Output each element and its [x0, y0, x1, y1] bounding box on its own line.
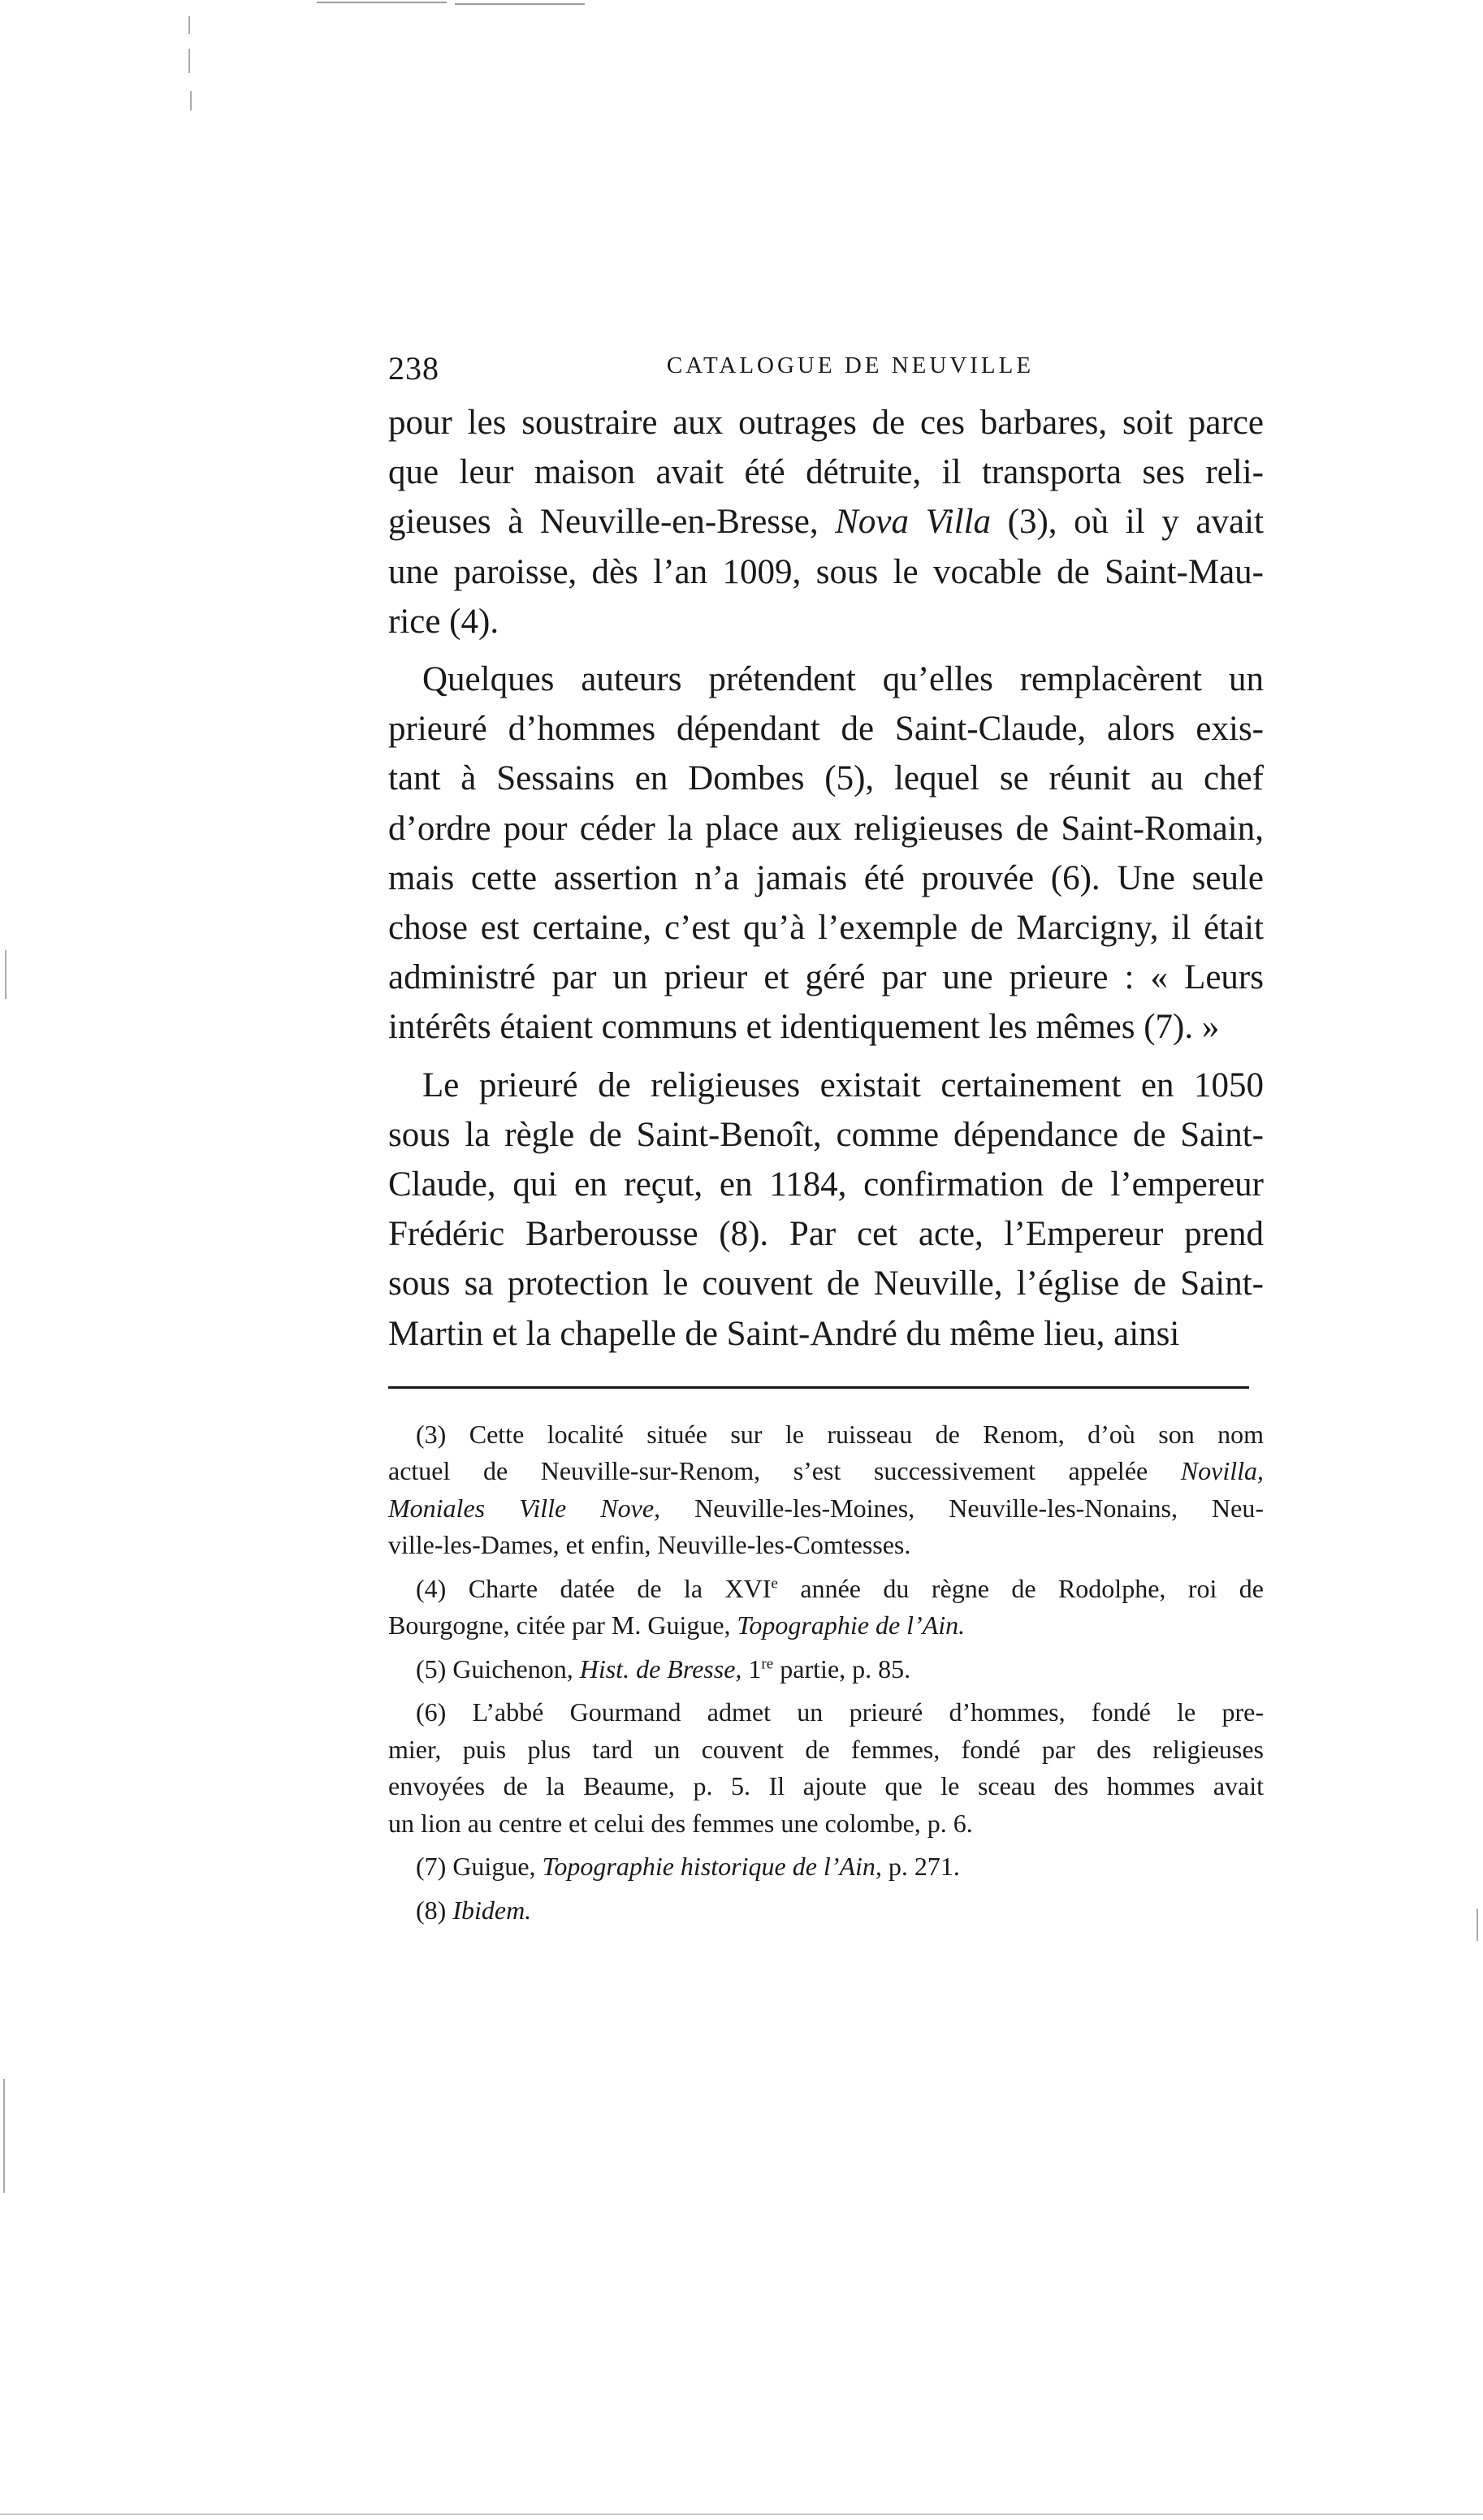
text-line: prieuré d’hommes dépendant de Saint-Claude, alors exis- [388, 710, 1264, 749]
footnote-line: ville-les-Dames, et enfin, Neuville-les-Comtesses. [388, 1530, 911, 1560]
book-page [388, 341, 1264, 1935]
scan-edge-top [317, 2, 447, 3]
footnote [388, 1892, 1264, 1930]
footnote-line: (5) Guichenon, Hist. de Bresse, 1re partie, p. 85. [416, 1653, 911, 1684]
footnote-line: (6) L’abbé Gourmand admet un prieuré d’hommes, fondé le pre- [416, 1697, 1264, 1727]
text-line: une paroisse, dès l’an 1009, sous le vocable de Saint-Mau- [388, 552, 1264, 591]
footnote [388, 1848, 1264, 1886]
footnote-line: un lion au centre et celui des femmes une colombe, p. 6. [388, 1808, 973, 1838]
running-title: CATALOGUE DE NEUVILLE [666, 352, 1035, 378]
running-head [388, 341, 1264, 398]
text-line: administré par un prieur et géré par une prieure : « Leurs [388, 958, 1264, 997]
scan-margin-mark [1477, 1908, 1478, 1941]
text-line: Claude, qui en reçut, en 1184, confirmation de l’empereur [388, 1165, 1264, 1204]
text-line: que leur maison avait été détruite, il transporta ses reli- [388, 453, 1264, 492]
footnote-line: (3) Cette localité située sur le ruisseau de Renom, d’où son nom [416, 1419, 1264, 1449]
text-line: intérêts étaient communs et identiquement les mêmes (7). » [388, 1008, 1220, 1047]
scan-margin-mark [5, 950, 6, 999]
body-text [388, 398, 1264, 1359]
footnote-line: Moniales Ville Nove, Neuville-les-Moines, Neuville-les-Nonains, Neu- [388, 1493, 1264, 1523]
footnote-rule [388, 1386, 1249, 1389]
text-line: rice (4). [388, 602, 499, 641]
scan-margin-mark [3, 2079, 5, 2193]
scan-edge-top [455, 3, 585, 5]
text-line: chose est certaine, c’est qu’à l’exemple de Marcigny, il était [388, 909, 1264, 948]
text-line: Martin et la chapelle de Saint-André du même lieu, ainsi [388, 1314, 1180, 1353]
text-line: Le prieuré de religieuses existait certainement en 1050 [422, 1065, 1264, 1104]
footnote-line: envoyées de la Beaume, p. 5. Il ajoute que le sceau des hommes avait [388, 1771, 1264, 1801]
footnote [388, 1694, 1264, 1842]
footnote [388, 1571, 1264, 1645]
text-line: gieuses à Neuville-en-Bresse, Nova Villa (3), où il y avait [388, 503, 1264, 542]
paragraph [388, 398, 1264, 646]
text-line: tant à Sessains en Dombes (5), lequel se réunit au chef [388, 759, 1264, 798]
footnote-line: actuel de Neuville-sur-Renom, s’est successivement appelée Novilla, [388, 1456, 1264, 1486]
text-line: Frédéric Barberousse (8). Par cet acte, l’Empereur prend [388, 1215, 1264, 1254]
footnote [388, 1416, 1264, 1564]
scan-margin-mark [190, 91, 192, 110]
footnote-line: (8) Ibidem. [416, 1895, 532, 1925]
text-line: sous sa protection le couvent de Neuville, l’église de Saint- [388, 1264, 1264, 1303]
text-line: Quelques auteurs prétendent qu’elles remplacèrent un [422, 660, 1264, 699]
footnote-line: mier, puis plus tard un couvent de femmes, fondé par des religieuses [388, 1734, 1264, 1764]
text-line: mais cette assertion n’a jamais été prouvée (6). Une seule [388, 858, 1264, 897]
footnote-line: Bourgogne, citée par M. Guigue, Topographie de l’Ain. [388, 1610, 966, 1640]
text-line: sous la règle de Saint-Benoît, comme dépendance de Saint- [388, 1115, 1264, 1154]
paragraph [388, 1061, 1264, 1359]
footnote-line: (4) Charte datée de la XVIe année du règne de Rodolphe, roi de [416, 1573, 1265, 1603]
text-line: d’ordre pour céder la place aux religieuses de Saint-Romain, [388, 809, 1264, 848]
scan-margin-mark [188, 49, 190, 73]
paragraph [388, 655, 1264, 1053]
footnote [388, 1651, 1264, 1688]
scan-edge-bottom [0, 2514, 1483, 2515]
text-line: pour les soustraire aux outrages de ces barbares, soit parce [388, 404, 1264, 442]
page-number: 238 [388, 350, 439, 387]
scan-margin-mark [188, 16, 190, 34]
footnotes [388, 1416, 1264, 1930]
footnote-line: (7) Guigue, Topographie historique de l’Ain, p. 271. [416, 1852, 960, 1882]
